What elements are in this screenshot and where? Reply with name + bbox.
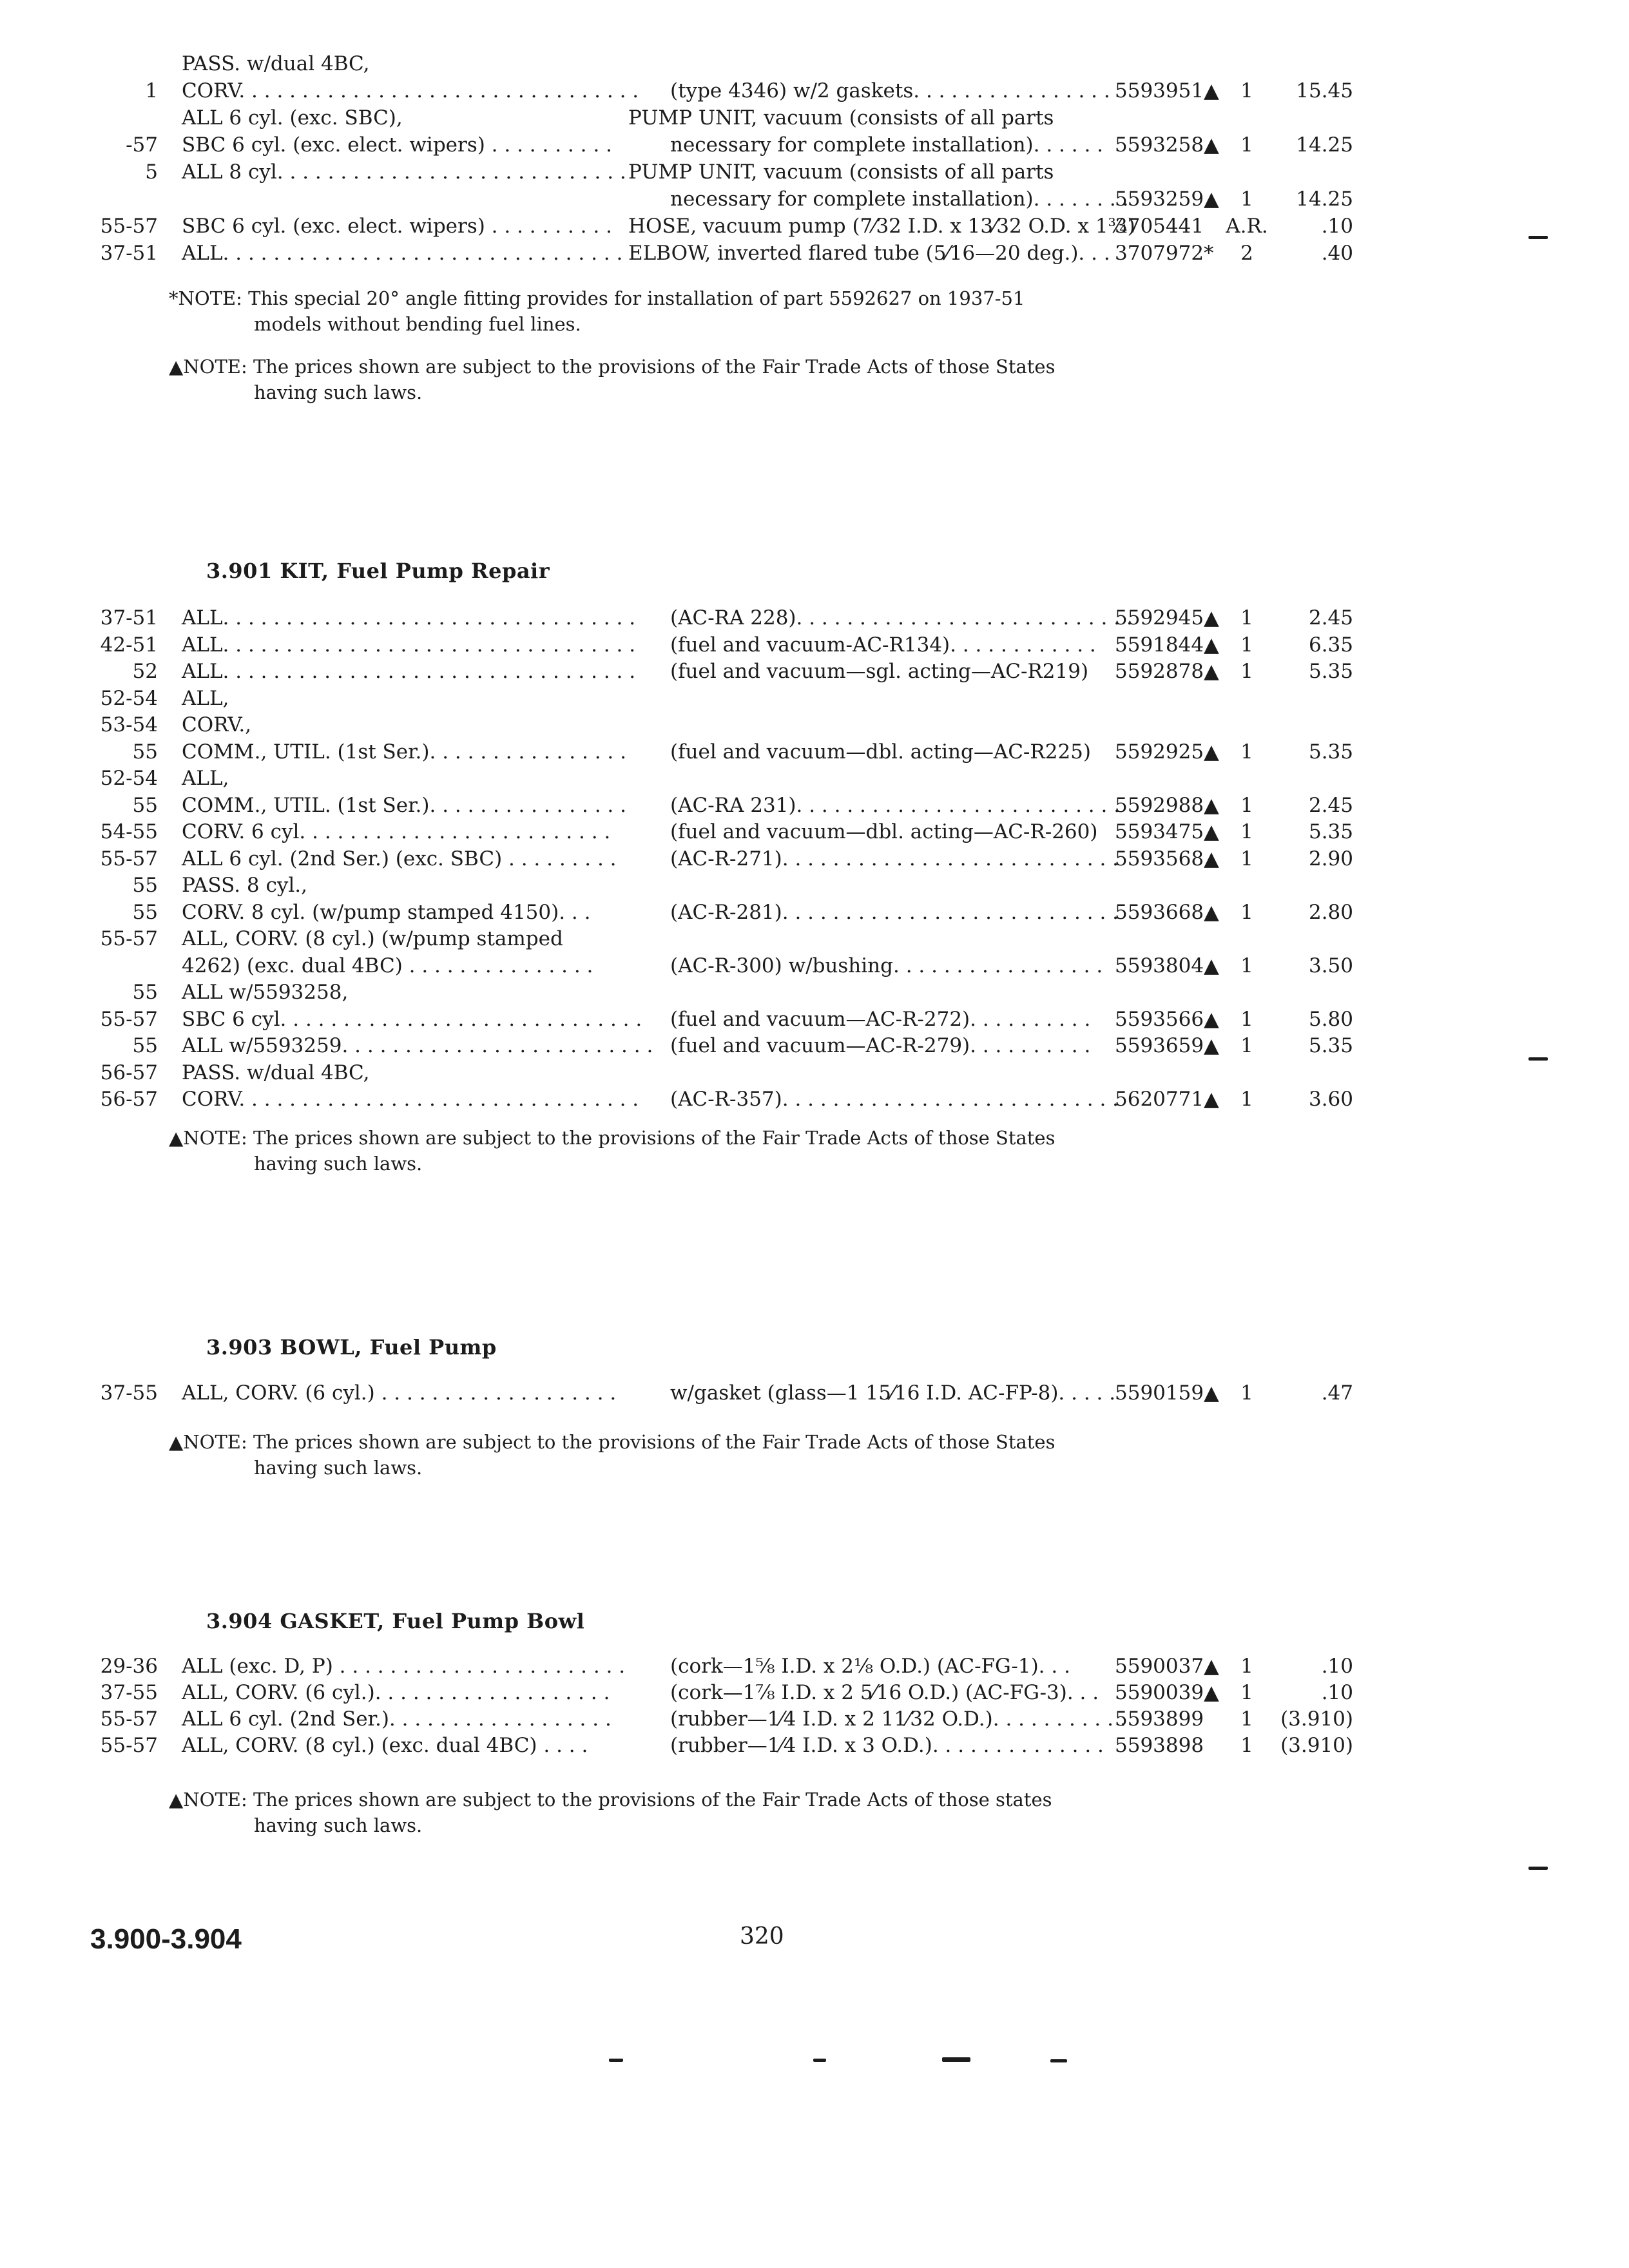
model-years: 55	[132, 1034, 158, 1057]
catalog-row	[0, 979, 1629, 1006]
price: 2.80	[1308, 900, 1353, 924]
model-application: ALL. . . . . . . . . . . . . . . . . . . . . . . . . . . . . . . .	[182, 242, 623, 265]
note-line-2: having such laws.	[254, 1153, 423, 1175]
part-number: 5593566▲	[1115, 1007, 1219, 1031]
quantity: 1	[1240, 1007, 1253, 1031]
catalog-row	[0, 711, 1629, 738]
part-description: (AC-R-357). . . . . . . . . . . . . . . . . . . . . . . . . . .	[670, 1088, 1119, 1111]
part-number: 5593898	[1115, 1734, 1204, 1757]
catalog-row	[0, 845, 1629, 872]
catalog-row	[0, 925, 1629, 952]
part-description: (cork—1⅞ I.D. x 2 5⁄16 O.D.) (AC-FG-3). . .	[670, 1681, 1099, 1704]
note-line-1: ▲NOTE: The prices shown are subject to the provisions of the Fair Trade Acts of those states	[169, 1789, 1052, 1811]
model-application: ALL 6 cyl. (2nd Ser.) (exc. SBC) . . . . . . . . .	[182, 847, 617, 870]
catalog-row	[0, 952, 1629, 979]
part-number: 5592878▲	[1115, 660, 1219, 683]
part-description: PUMP UNIT, vacuum (consists of all parts	[628, 160, 1054, 184]
catalog-row	[0, 50, 1629, 77]
part-description: (fuel and vacuum—AC-R-279). . . . . . . . . .	[670, 1034, 1091, 1057]
quantity: 1	[1240, 1088, 1253, 1111]
model-years: 56-57	[100, 1061, 158, 1084]
part-number: 5593475▲	[1115, 820, 1219, 843]
scan-mark	[813, 2059, 826, 2062]
price: 15.45	[1296, 79, 1353, 102]
catalog-row	[0, 213, 1629, 240]
catalog-row	[0, 1379, 1629, 1407]
price: 2.45	[1308, 793, 1353, 817]
catalog-row	[0, 1086, 1629, 1113]
catalog-row	[0, 1706, 1629, 1733]
part-number: 5593804▲	[1115, 954, 1219, 977]
price: 5.80	[1308, 1007, 1353, 1031]
part-number: 5620771▲	[1115, 1088, 1219, 1111]
model-application: ALL w/5593258,	[182, 981, 349, 1004]
quantity: 1	[1240, 820, 1253, 843]
model-application: SBC 6 cyl. . . . . . . . . . . . . . . . . . . . . . . . . . . . .	[182, 1007, 642, 1031]
part-description: (fuel and vacuum—AC-R-272). . . . . . . . . .	[670, 1007, 1091, 1031]
quantity: 1	[1240, 954, 1253, 977]
scan-mark	[942, 2057, 970, 2062]
model-years: 54-55	[100, 820, 158, 843]
model-application: ALL (exc. D, P) . . . . . . . . . . . . . . . . . . . . . . .	[182, 1655, 626, 1678]
part-number: 5593258▲	[1115, 133, 1219, 157]
catalog-row	[0, 159, 1629, 186]
part-description: (rubber—1⁄4 I.D. x 2 11⁄32 O.D.). . . . . . . . . . .	[670, 1707, 1126, 1731]
quantity: 1	[1240, 633, 1253, 657]
model-application: COMM., UTIL. (1st Ser.). . . . . . . . . . . . . . . .	[182, 793, 626, 817]
part-description: HOSE, vacuum pump (7⁄32 I.D. x 13⁄32 O.D. x 1¾)	[628, 215, 1135, 238]
model-application: CORV. 6 cyl. . . . . . . . . . . . . . . . . . . . . . . . .	[182, 820, 611, 843]
part-number: 5593659▲	[1115, 1034, 1219, 1057]
quantity: 1	[1240, 1707, 1253, 1731]
catalog-row	[0, 738, 1629, 765]
quantity: 1	[1240, 187, 1253, 211]
part-description: (AC-RA 228). . . . . . . . . . . . . . . . . . . . . . . . . . .	[670, 606, 1133, 629]
part-number: 5593899	[1115, 1707, 1204, 1731]
price: 6.35	[1308, 633, 1353, 657]
price: 14.25	[1296, 133, 1353, 157]
quantity: 1	[1240, 1655, 1253, 1678]
note-line-1: ▲NOTE: The prices shown are subject to the provisions of the Fair Trade Acts of those States	[169, 1127, 1055, 1149]
part-description: (AC-R-271). . . . . . . . . . . . . . . . . . . . . . . . . . .	[670, 847, 1119, 870]
catalog-row	[0, 104, 1629, 131]
model-years: 1	[145, 79, 158, 102]
price: 3.60	[1308, 1088, 1353, 1111]
section-range-code: 3.900-3.904	[90, 1923, 242, 1955]
price: .40	[1321, 242, 1353, 265]
price: 5.35	[1308, 660, 1353, 683]
model-years: 42-51	[100, 633, 158, 657]
part-number: 3705441	[1115, 215, 1204, 238]
model-years: 52	[132, 660, 158, 683]
part-number: 5591844▲	[1115, 633, 1219, 657]
section-title-3901: 3.901 KIT, Fuel Pump Repair	[206, 559, 550, 583]
model-years: 53-54	[100, 713, 158, 736]
part-description: (fuel and vacuum—dbl. acting—AC-R225)	[670, 740, 1091, 764]
price: 3.50	[1308, 954, 1353, 977]
model-application: ALL, CORV. (8 cyl.) (w/pump stamped	[182, 927, 563, 950]
part-description: (rubber—1⁄4 I.D. x 3 O.D.). . . . . . . . . . . . . .	[670, 1734, 1104, 1757]
section-title-3903: 3.903 BOWL, Fuel Pump	[206, 1335, 497, 1360]
model-years: 52-54	[100, 767, 158, 790]
part-description: ELBOW, inverted flared tube (5⁄16—20 deg.). . .	[628, 242, 1110, 265]
model-application: ALL. . . . . . . . . . . . . . . . . . . . . . . . . . . . . . . . .	[182, 633, 636, 657]
catalog-row	[0, 899, 1629, 926]
price: .10	[1321, 1681, 1353, 1704]
quantity: A.R.	[1226, 215, 1268, 238]
note-line-2: having such laws.	[254, 1457, 423, 1479]
model-application: SBC 6 cyl. (exc. elect. wipers) . . . . . . . . . .	[182, 215, 612, 238]
catalog-row	[0, 631, 1629, 658]
part-description: (fuel and vacuum-AC-R134). . . . . . . . . . . .	[670, 633, 1096, 657]
model-years: 55	[132, 874, 158, 897]
price: (3.910)	[1280, 1707, 1353, 1731]
part-number: 5592945▲	[1115, 606, 1219, 629]
catalog-row	[0, 818, 1629, 845]
part-number: 5593668▲	[1115, 900, 1219, 924]
model-application: PASS. w/dual 4BC,	[182, 52, 370, 75]
catalog-row	[0, 131, 1629, 159]
model-application: CORV. . . . . . . . . . . . . . . . . . . . . . . . . . . . . . . .	[182, 1088, 639, 1111]
part-description: necessary for complete installation). . . . . .	[670, 133, 1104, 157]
fair-trade-note	[169, 354, 1103, 405]
price: 2.90	[1308, 847, 1353, 870]
price: 2.45	[1308, 606, 1353, 629]
model-years: 55	[132, 793, 158, 817]
part-number: 5592988▲	[1115, 793, 1219, 817]
model-years: 55-57	[100, 927, 158, 950]
scan-mark	[1528, 1057, 1548, 1061]
catalog-row	[0, 792, 1629, 819]
model-application: ALL, CORV. (6 cyl.). . . . . . . . . . . . . . . . . . .	[182, 1681, 610, 1704]
model-years: 56-57	[100, 1088, 158, 1111]
part-number: 5590037▲	[1115, 1655, 1219, 1678]
part-description: (AC-R-281). . . . . . . . . . . . . . . . . . . . . . . . . . .	[670, 900, 1119, 924]
catalog-row	[0, 604, 1629, 631]
part-number: 3707972*	[1115, 242, 1214, 265]
quantity: 1	[1240, 1034, 1253, 1057]
part-description: (cork—1⅝ I.D. x 2⅛ O.D.) (AC-FG-1). . .	[670, 1655, 1070, 1678]
quantity: 1	[1240, 606, 1253, 629]
part-description: (AC-R-300) w/bushing. . . . . . . . . . . . . . . . .	[670, 954, 1103, 977]
part-description: (fuel and vacuum—dbl. acting—AC-R-260)	[670, 820, 1098, 843]
part-number: 5593951▲	[1115, 79, 1219, 102]
catalog-row	[0, 685, 1629, 712]
quantity: 1	[1240, 793, 1253, 817]
fair-trade-note	[169, 1787, 1103, 1838]
model-application: COMM., UTIL. (1st Ser.). . . . . . . . . . . . . . . .	[182, 740, 626, 764]
part-description: w/gasket (glass—1 15⁄16 I.D. AC-FP-8). . . . .	[670, 1381, 1116, 1405]
model-years: 55-57	[100, 1734, 158, 1757]
model-years: 55	[132, 740, 158, 764]
fitting-note	[169, 285, 1103, 337]
quantity: 1	[1240, 740, 1253, 764]
part-number: 5592925▲	[1115, 740, 1219, 764]
model-application: PASS. w/dual 4BC,	[182, 1061, 370, 1084]
catalog-row	[0, 1679, 1629, 1706]
price: 5.35	[1308, 740, 1353, 764]
price: 5.35	[1308, 820, 1353, 843]
part-description: (AC-RA 231). . . . . . . . . . . . . . . . . . . . . . . . . .	[670, 793, 1121, 817]
note-line-1: *NOTE: This special 20° angle fitting provides for installation of part 5592627 on 1937-51	[169, 287, 1025, 309]
model-years: 37-55	[100, 1681, 158, 1704]
model-application: ALL w/5593259. . . . . . . . . . . . . . . . . . . . . . . . .	[182, 1034, 653, 1057]
quantity: 1	[1240, 847, 1253, 870]
price: (3.910)	[1280, 1734, 1353, 1757]
model-years: 37-55	[100, 1381, 158, 1405]
model-application: ALL. . . . . . . . . . . . . . . . . . . . . . . . . . . . . . . . .	[182, 660, 636, 683]
catalog-row	[0, 765, 1629, 792]
quantity: 1	[1240, 1734, 1253, 1757]
part-number: 5590039▲	[1115, 1681, 1219, 1704]
model-application: CORV. 8 cyl. (w/pump stamped 4150). . .	[182, 900, 591, 924]
model-application: ALL,	[182, 686, 229, 710]
model-application: 4262) (exc. dual 4BC) . . . . . . . . . . . . . . .	[182, 954, 593, 977]
model-application: ALL 8 cyl. . . . . . . . . . . . . . . . . . . . . . . . . . . .	[182, 160, 626, 184]
price: 14.25	[1296, 187, 1353, 211]
page-number: 320	[740, 1923, 784, 1950]
quantity: 2	[1240, 242, 1253, 265]
quantity: 1	[1240, 660, 1253, 683]
model-application: ALL,	[182, 767, 229, 790]
model-years: 29-36	[100, 1655, 158, 1678]
quantity: 1	[1240, 1681, 1253, 1704]
catalog-row	[0, 658, 1629, 685]
catalog-row	[0, 1653, 1629, 1680]
part-number: 5593259▲	[1115, 187, 1219, 211]
part-description: PUMP UNIT, vacuum (consists of all parts	[628, 106, 1054, 130]
note-line-1: ▲NOTE: The prices shown are subject to the provisions of the Fair Trade Acts of those States	[169, 356, 1055, 378]
catalog-row	[0, 77, 1629, 104]
quantity: 1	[1240, 79, 1253, 102]
price: .10	[1321, 1655, 1353, 1678]
catalog-row	[0, 186, 1629, 213]
price: .47	[1321, 1381, 1353, 1405]
model-years: 55-57	[100, 1007, 158, 1031]
model-years: 55-57	[100, 847, 158, 870]
model-application: CORV. . . . . . . . . . . . . . . . . . . . . . . . . . . . . . . .	[182, 79, 639, 102]
part-number: 5590159▲	[1115, 1381, 1219, 1405]
model-years: 52-54	[100, 686, 158, 710]
price: .10	[1321, 215, 1353, 238]
part-description: necessary for complete installation). . . . . . . .	[670, 187, 1129, 211]
catalog-row	[0, 1059, 1629, 1086]
note-line-2: models without bending fuel lines.	[254, 313, 581, 335]
model-application: ALL 6 cyl. (2nd Ser.). . . . . . . . . . . . . . . . . .	[182, 1707, 612, 1731]
fair-trade-note	[169, 1429, 1103, 1481]
quantity: 1	[1240, 133, 1253, 157]
section-title-3904: 3.904 GASKET, Fuel Pump Bowl	[206, 1609, 585, 1633]
scan-mark	[609, 2059, 623, 2062]
model-years: 37-51	[100, 606, 158, 629]
part-number: 5593568▲	[1115, 847, 1219, 870]
catalog-row	[0, 240, 1629, 267]
note-line-2: having such laws.	[254, 381, 423, 403]
model-application: SBC 6 cyl. (exc. elect. wipers) . . . . . . . . . .	[182, 133, 612, 157]
note-line-2: having such laws.	[254, 1814, 423, 1836]
catalog-row	[0, 1732, 1629, 1759]
quantity: 1	[1240, 1381, 1253, 1405]
model-application: ALL, CORV. (8 cyl.) (exc. dual 4BC) . . . .	[182, 1734, 588, 1757]
catalog-row	[0, 1032, 1629, 1059]
model-years: 55-57	[100, 1707, 158, 1731]
model-application: CORV.,	[182, 713, 252, 736]
part-description: (type 4346) w/2 gaskets. . . . . . . . . . . . . . . .	[670, 79, 1110, 102]
catalog-row	[0, 872, 1629, 899]
catalog-row	[0, 1006, 1629, 1033]
fair-trade-note	[169, 1125, 1103, 1177]
quantity: 1	[1240, 900, 1253, 924]
scan-mark	[1528, 1867, 1548, 1870]
model-years: -57	[126, 133, 158, 157]
model-application: ALL 6 cyl. (exc. SBC),	[182, 106, 403, 130]
model-application: ALL, CORV. (6 cyl.) . . . . . . . . . . . . . . . . . . .	[182, 1381, 617, 1405]
price: 5.35	[1308, 1034, 1353, 1057]
model-application: PASS. 8 cyl.,	[182, 874, 308, 897]
model-application: ALL. . . . . . . . . . . . . . . . . . . . . . . . . . . . . . . . .	[182, 606, 636, 629]
model-years: 5	[145, 160, 158, 184]
model-years: 55-57	[100, 215, 158, 238]
model-years: 55	[132, 981, 158, 1004]
scan-mark	[1528, 236, 1548, 239]
model-years: 37-51	[100, 242, 158, 265]
model-years: 55	[132, 900, 158, 924]
note-line-1: ▲NOTE: The prices shown are subject to the provisions of the Fair Trade Acts of those States	[169, 1431, 1055, 1453]
scan-mark	[1050, 2059, 1067, 2062]
part-description: (fuel and vacuum—sgl. acting—AC-R219)	[670, 660, 1089, 683]
